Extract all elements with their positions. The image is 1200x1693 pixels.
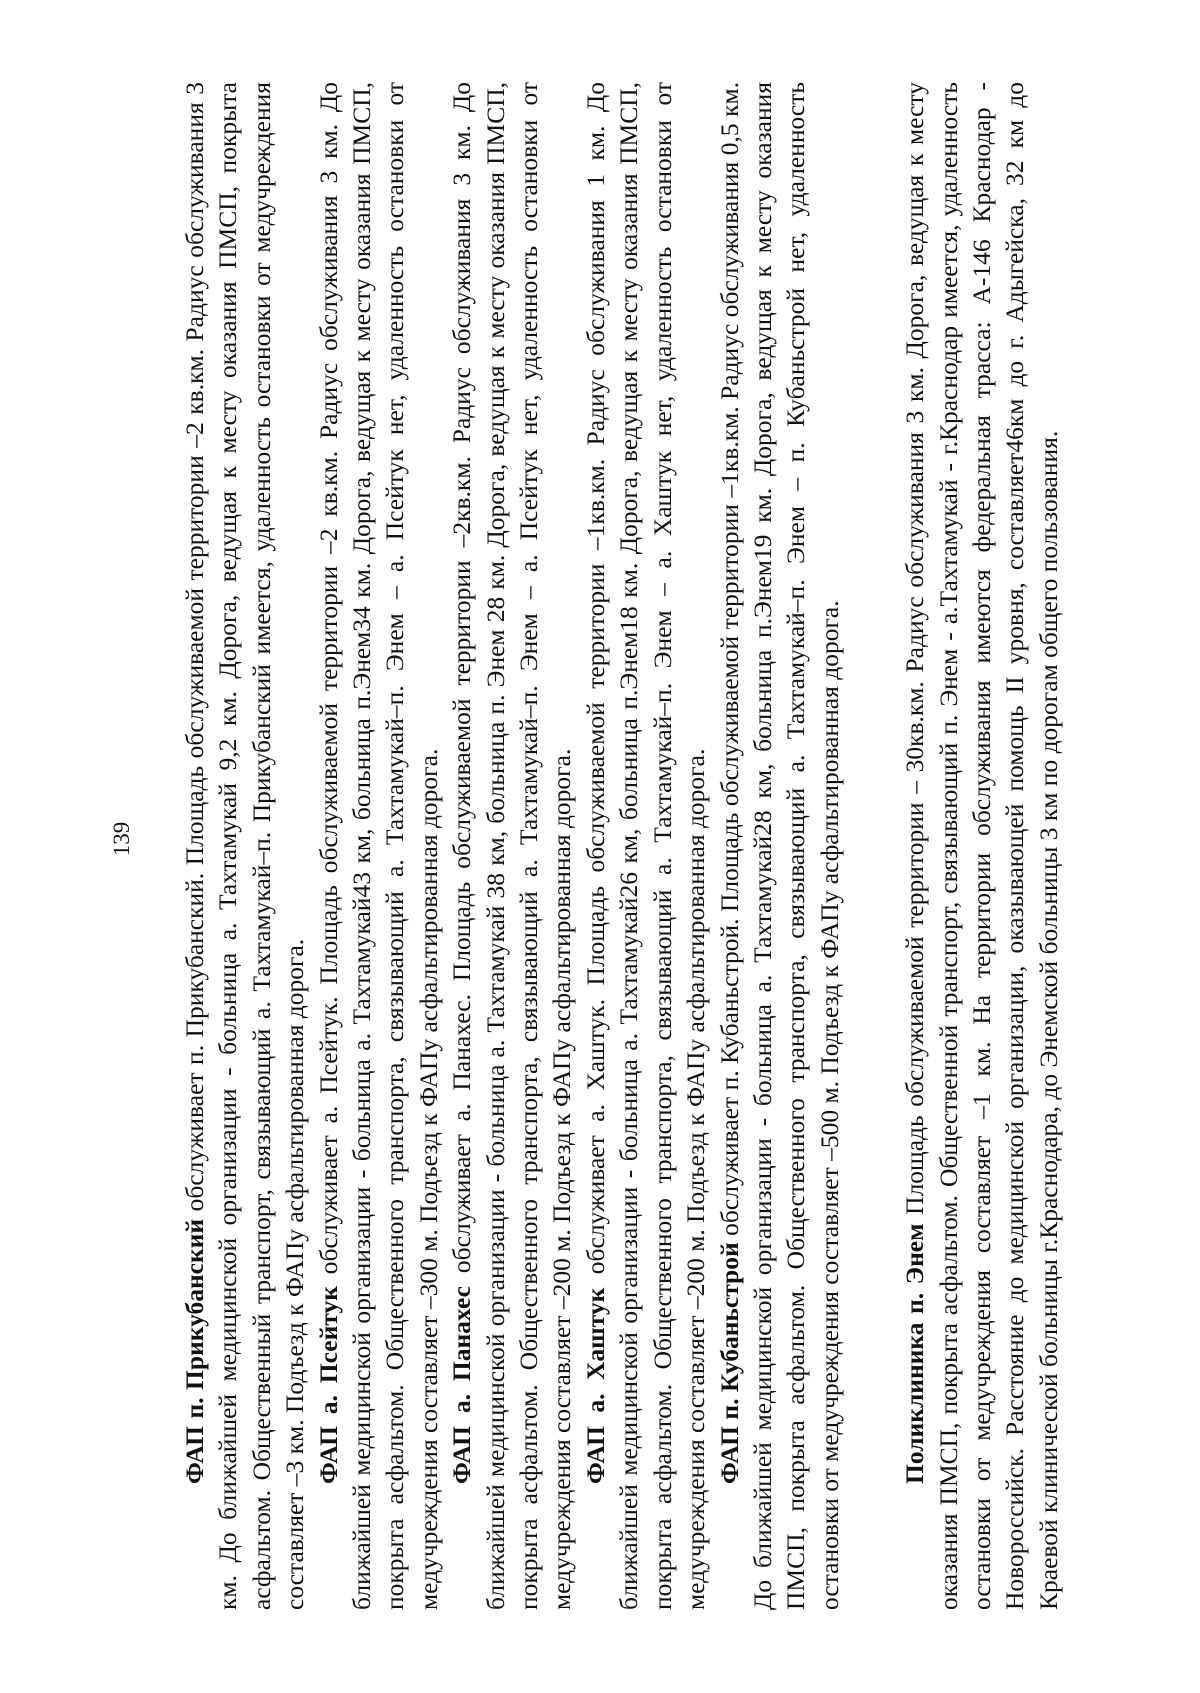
paragraph-heading: ФАП а. Панахес [447,1286,477,1484]
paragraph-body: Площадь обслуживаемой территории – 30кв.км. Радиус обслуживания 3 км. Дорога, ведущая к месту оказания ПМСП, покрыта асфальтом. Общественной транспорт, связывающий п. Энем - а.Тахтамукай - г.Краснодар имеется, удаленность остановки от медучреждения составляет –1 км. На территории обслуживания имеются федеральная трасса: А-146 Краснодар - Новороссийск. Расстояние до медицинской организации, оказывающей помощь II уровня, составляет46км до г. Адыгейска, 32 км до Краевой клинической больницы г.Краснодара, до Энемской больницы 3 км по дорогам общего пользования. [900,82,1063,1610]
paragraph-fap-pseytuk [312,82,446,1610]
paragraph-heading: ФАП а. Хаштук [580,1287,610,1484]
paragraph-gap [846,82,898,1610]
rotated-text-block [150,76,1063,1616]
paragraph-fap-khashtuk [579,82,713,1610]
paragraph-poliklinika-enem [898,82,1065,1610]
paragraph-body: обслуживает п. Прикубанский. Площадь обслуживаемой территории –2 кв.км. Радиус обслуживания 3 км. До ближайшей медицинской организации - больница а. Тахтамукай 9,2 км. Дорога, ведущая к месту оказания ПМСП, покрыта асфальтом. Общественный транспорт, связывающий а. Тахтамукай–п. Прикубанский имеется, удаленность остановки от медучреждения составляет –3 км. Подъезд к ФАПу асфальтированная дорога. [180,82,310,1610]
paragraph-heading: ФАП п. Кубаньстрой [714,1242,744,1484]
paragraph-body: обслуживает а. Панахес. Площадь обслуживаемой территории –2кв.км. Радиус обслуживания 3 км. До ближайшей медицинской организации - больница а. Тахтамукай 38 км, больница п. Энем 28 км. Дорога, ведущая к месту оказания ПМСП, покрыта асфальтом. Общественного транспорта, связывающий а. Тахтамукай–п. Энем – а. Псейтук нет, удаленность остановки от медучреждения составляет –200 м. Подъезд к ФАПу асфальтированная дорога. [447,82,577,1610]
page-number: 139 [109,821,134,857]
paragraph-fap-prikubanskiy [178,82,312,1610]
paragraph-fap-panakhes [445,82,579,1610]
paragraph-fap-kubanstroy [713,82,847,1610]
paragraph-heading: ФАП а. Псейтук [313,1286,343,1484]
paragraph-heading: ФАП п. Прикубанский [180,1218,209,1484]
paragraph-heading: Поликлиника п. Энем [900,1223,930,1484]
paragraph-body: обслуживает п. Кубаньстрой. Площадь обслуживаемой территории –1кв.км. Радиус обслуживания 0,5 км. До ближайшей медицинской организации - больница а. Тахтамукай28 км, больница п.Энем19 км. Дорога, ведущая к месту оказания ПМСП, покрыта асфальтом. Общественного транспорта, связывающий а. Тахтамукай–п. Энем – п. Кубаньстрой нет, удаленность остановки от медучреждения составляет –500 м. Подъезд к ФАПу асфальтированная дорога. [714,82,844,1610]
paragraph-body: обслуживает а. Псейтук. Площадь обслуживаемой территории –2 кв.км. Радиус обслуживания 3 км. До ближайшей медицинской организации - больница а. Тахтамукай43 км, больница п.Энем34 км. Дорога, ведущая к месту оказания ПМСП, покрыта асфальтом. Общественного транспорта, связывающий а. Тахтамукай–п. Энем – а. Псейтук нет, удаленность остановки от медучреждения составляет –300 м. Подъезд к ФАПу асфальтированная дорога. [313,81,443,1610]
paragraph-body: обслуживает а. Хаштук. Площадь обслуживаемой территории –1кв.км. Радиус обслуживания 1 км. До ближайшей медицинской организации - больница а. Тахтамукай26 км, больница п.Энем18 км. Дорога, ведущая к месту оказания ПМСП, покрыта асфальтом. Общественного транспорта, связывающий а. Тахтамукай–п. Энем – а. Хаштук нет, удаленность остановки от медучреждения составляет –200 м. Подъезд к ФАПу асфальтированная дорога. [580,82,711,1610]
